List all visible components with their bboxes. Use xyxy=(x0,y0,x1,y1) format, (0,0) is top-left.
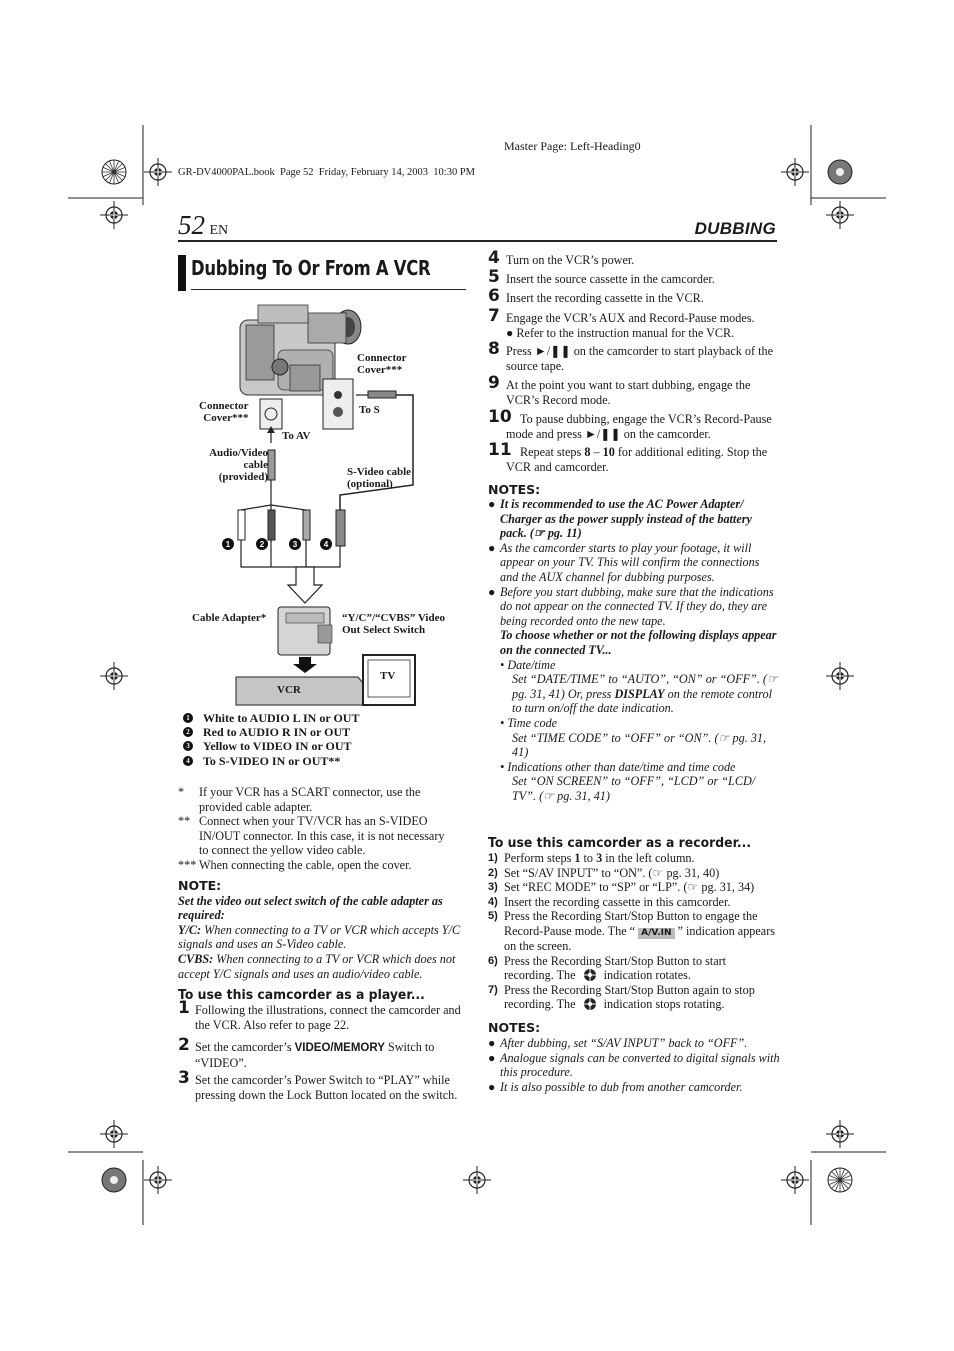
footnote-text: If your VCR has a SCART connector, use the provided cable adapter. xyxy=(199,785,421,814)
player-step-7 xyxy=(488,306,778,340)
plug-number-2: 2 xyxy=(259,540,265,549)
player-step-4 xyxy=(488,248,778,268)
label-to-av: To AV xyxy=(282,430,311,442)
rotation-indicator-icon xyxy=(579,968,601,982)
master-page-label: Master Page: Left-Heading0 xyxy=(504,139,641,153)
step-bold: VIDEO/MEMORY xyxy=(294,1042,385,1054)
notes-bottom-heading: NOTES: xyxy=(488,1020,541,1035)
note-yc xyxy=(178,923,466,952)
recorder-step-a: Perform steps xyxy=(504,851,575,865)
recorder-step-b2: 3 xyxy=(596,851,603,865)
recorder-step xyxy=(488,851,778,866)
note-text: It is also possible to dub from another camcorder. xyxy=(500,1079,743,1094)
note-choose: To choose whether or not the following displays appear on the connected TV... xyxy=(500,628,777,657)
recorder-step-text: Set “REC MODE” to “SP” or “LP”. (☞ pg. 31, 34) xyxy=(504,880,755,895)
notes-heading: NOTES: xyxy=(488,482,541,497)
note-left xyxy=(178,879,466,981)
recorder-step-num: 6) xyxy=(488,954,498,967)
note-cvbs-text: When connecting to a TV or VCR which does not accept Y/C signals and uses an audio/video cable. xyxy=(178,951,456,981)
note-item: ● It is recommended to use the AC Power Adapter/ Charger as the power supply instead of the battery pack. (☞ pg. 11) ● As the camcorder starts to play your footage, it will appear on your TV. This will confirm the connections and the AUX channel for dubbing purposes. ● Before you start dubbing, make sure that the indications do not appear on the connected TV. If they do, they are being recorded onto the new tape. To choose whether or not the following displays appear on the connected TV... • Date/time Set “DATE/TIME” to “AUTO”, “ON” or “OFF”. (☞ pg. 31, 41) Or, press DISPLAY on the remote control to turn on/off the date indication. • Time code Set “TIME CODE” to “OFF” or “ON”. (☞ pg. 31, 41) • Indications other than date/time and time code Set “ON SCREEN” to “OFF”, “LCD” or “LCD/ TV”. (☞ pg. 31, 41) xyxy=(488,497,780,803)
label-cable-adapter: Cable Adapter* xyxy=(192,612,267,624)
label-select-switch: “Y/C”/“CVBS” Video Out Select Switch xyxy=(342,612,445,636)
step-text-b: for additional editing. Stop the VCR and camcorder. xyxy=(506,445,768,474)
legend-item xyxy=(183,711,359,725)
recorder-step-num: 2) xyxy=(488,866,498,879)
page-title: Dubbing To Or From A VCR xyxy=(191,256,431,280)
note-text: As the camcorder starts to play your footage, it will appear on your TV. This will confirm the connections and the AUX channel for dubbing purposes. xyxy=(500,540,760,584)
legend-text: To S-VIDEO IN or OUT** xyxy=(203,753,341,768)
recorder-step-num: 4) xyxy=(488,895,498,908)
recorder-step xyxy=(488,909,778,953)
connection-diagram xyxy=(178,295,468,715)
legend-number: 1 xyxy=(183,713,193,723)
header-rule xyxy=(178,240,777,242)
footnotes xyxy=(178,785,453,873)
label-svideo-cable: S-Video cable (optional) xyxy=(347,466,412,490)
label-tv: TV xyxy=(380,670,396,682)
note-item: ● Analogue signals can be converted to digital signals with this procedure. xyxy=(488,1050,780,1080)
note-sub-text xyxy=(488,672,780,716)
note-item: ● It is also possible to dub from another camcorder. xyxy=(488,1079,743,1094)
step-text: At the point you want to start dubbing, engage the VCR’s Record mode. xyxy=(506,378,751,407)
note-text: Analogue signals can be converted to digital signals with this procedure. xyxy=(500,1050,780,1080)
footnote-mark: * xyxy=(178,785,185,799)
legend-item xyxy=(183,739,359,753)
recorder-step xyxy=(488,880,778,895)
recorder-steps xyxy=(488,851,778,1012)
note-sub-a: Set “DATE/TIME” to “AUTO”, “ON” or “OFF”. (☞ pg. 31, 41) Or, press xyxy=(512,672,778,701)
recorder-step-b: indication rotates. xyxy=(600,968,691,983)
step-text xyxy=(178,1035,463,1070)
recorder-step-b: ” indication appears on the screen. xyxy=(504,923,776,953)
plug-number-1: 1 xyxy=(225,540,231,549)
player-step-8 xyxy=(488,339,778,373)
step-text: Set the camcorder’s Power Switch to “PLAY” while pressing down the Lock Button located on the switch. xyxy=(195,1073,458,1102)
step-number: 11 xyxy=(488,440,512,460)
step-text: Insert the source cassette in the camcorder. xyxy=(506,272,715,286)
step-sub: ● Refer to the instruction manual for the VCR. xyxy=(506,325,735,340)
footnote xyxy=(178,785,453,814)
note-sub-title: • Time code xyxy=(500,715,558,730)
step-number: 6 xyxy=(488,286,500,306)
step-sub-text: Refer to the instruction manual for the VCR. xyxy=(516,325,735,340)
page-number-value: 52 xyxy=(178,210,205,240)
page-number xyxy=(178,210,228,241)
player-step-11 xyxy=(488,440,778,474)
cable-legend xyxy=(183,711,359,768)
note-cvbs xyxy=(178,952,466,981)
footnote-mark: ** xyxy=(178,814,191,829)
av-in-badge: A/V.IN xyxy=(638,928,674,939)
note-sub-title: • Indications other than date/time and time code xyxy=(500,759,736,774)
step-mid: – xyxy=(590,445,603,459)
player-step-2 xyxy=(178,1035,463,1070)
recorder-step-c: in the left column. xyxy=(602,851,695,865)
note-heading: NOTE: xyxy=(178,878,222,893)
note-text: It is recommended to use the AC Power Adapter/ Charger as the power supply instead of the battery pack. (☞ pg. 11) xyxy=(500,497,752,541)
legend-item xyxy=(183,725,359,739)
legend-text: White to AUDIO L IN or OUT xyxy=(203,711,360,725)
note-sub-b: on the remote control to turn on/off the date indication. xyxy=(512,686,773,716)
step-text-a: Set the camcorder’s xyxy=(195,1040,295,1054)
recorder-step xyxy=(488,983,778,1012)
recorder-step-a: Press the Recording Start/Stop Button to start recording. The xyxy=(504,953,727,983)
note-yc-text: When connecting to a TV or VCR which accepts Y/C signals and uses an S-Video cable. xyxy=(178,922,461,952)
recorder-step xyxy=(488,866,778,881)
title-bar xyxy=(178,255,186,291)
plug-number-4: 4 xyxy=(323,540,329,549)
player-heading: To use this camcorder as a player... xyxy=(178,987,425,1003)
footnote-text: When connecting the cable, open the cover. xyxy=(199,857,412,872)
note-sub-text: Set “ON SCREEN” to “OFF”, “LCD” or “LCD/ TV”. (☞ pg. 31, 41) xyxy=(512,774,756,803)
step-text: To pause dubbing, engage the VCR’s Record-Pause mode and press ►/❚❚ on the camcorder. xyxy=(506,412,772,441)
book-info-line: GR-DV4000PAL.book Page 52 Friday, February 14, 2003 10:30 PM xyxy=(178,167,476,178)
footnote xyxy=(178,814,453,858)
recorder-step xyxy=(488,895,778,910)
recorder-step-m: to xyxy=(580,851,597,865)
note-sub-text: Set “TIME CODE” to “OFF” or “ON”. (☞ pg. 31, 41) xyxy=(512,730,767,760)
player-step-9 xyxy=(488,373,778,407)
page-lang: EN xyxy=(209,223,229,238)
recorder-step-b1: 1 xyxy=(574,851,581,865)
step-text-a: Repeat steps xyxy=(520,445,585,459)
step-number: 7 xyxy=(488,306,500,326)
recorder-step-num: 7) xyxy=(488,983,498,996)
footnote-mark: *** xyxy=(178,857,197,872)
note-sub-title: • Date/time xyxy=(500,657,556,672)
label-to-s: To S xyxy=(359,404,380,416)
label-av-cable: Audio/Video cable (provided) xyxy=(209,447,268,483)
player-step-3 xyxy=(178,1068,463,1102)
step-text xyxy=(488,440,778,474)
note-item: ● After dubbing, set “S/AV INPUT” back to “OFF”. xyxy=(488,1036,748,1050)
legend-number: 4 xyxy=(183,756,193,766)
recorder-step-text: Insert the recording cassette in this camcorder. xyxy=(504,894,731,909)
recorder-step-num: 3) xyxy=(488,881,498,894)
step-text: Following the illustrations, connect the camcorder and the VCR. Also refer to page 22. xyxy=(195,1003,461,1032)
recorder-step-a: Press the Recording Start/Stop Button again to stop recording. The xyxy=(504,982,755,1012)
step-number: 5 xyxy=(488,267,500,287)
footnote xyxy=(178,858,453,873)
player-step-1 xyxy=(178,998,463,1032)
note-text: Before you start dubbing, make sure that the indications do not appear on the connected TV. If they do, they are being recorded onto the new tape. xyxy=(500,584,774,628)
step-number: 2 xyxy=(178,1035,190,1055)
step-text: Engage the VCR’s AUX and Record-Pause modes. xyxy=(506,311,755,325)
recorder-heading: To use this camcorder as a recorder... xyxy=(488,835,752,851)
legend-number: 2 xyxy=(183,727,193,737)
note-text: After dubbing, set “S/AV INPUT” back to “OFF”. xyxy=(500,1036,748,1050)
step-bold-1: 8 xyxy=(584,445,591,459)
title-rule xyxy=(191,289,466,290)
player-step-10 xyxy=(488,407,778,441)
legend-number: 3 xyxy=(183,741,193,751)
step-text-b: Switch to “VIDEO”. xyxy=(195,1040,435,1070)
note-sub-bold: DISPLAY xyxy=(614,686,665,701)
label-connector-cover-left: Connector Cover*** xyxy=(199,400,249,424)
notes-bottom-list xyxy=(488,1036,780,1094)
player-step-5 xyxy=(488,267,778,287)
label-connector-cover-right: Connector Cover*** xyxy=(357,352,407,376)
step-number: 8 xyxy=(488,339,500,359)
step-text: Insert the recording cassette in the VCR. xyxy=(506,291,704,305)
note-bold-line: Set the video out select switch of the cable adapter as required: xyxy=(178,893,443,923)
note-cvbs-label: CVBS: xyxy=(178,951,214,966)
legend-item xyxy=(183,754,359,768)
note-yc-label: Y/C: xyxy=(178,922,202,937)
step-number: 9 xyxy=(488,373,500,393)
recorder-step-a: Press the Recording Start/Stop Button to engage the Record-Pause mode. The “ xyxy=(504,909,758,938)
player-step-6 xyxy=(488,286,778,306)
footnote-text: Connect when your TV/VCR has an S-VIDEO IN/OUT connector. In this case, it is not necessary to connect the yellow video cable. xyxy=(199,814,445,858)
legend-text: Yellow to VIDEO IN or OUT xyxy=(203,739,352,754)
label-vcr: VCR xyxy=(277,684,301,696)
step-text: Press ►/❚❚ on the camcorder to start playback of the source tape. xyxy=(506,344,774,373)
step-number: 3 xyxy=(178,1068,190,1088)
section-title: DUBBING xyxy=(694,219,776,238)
step-number: 10 xyxy=(488,407,512,427)
recorder-step-num: 5) xyxy=(488,910,498,923)
recorder-step-num: 1) xyxy=(488,852,498,864)
step-text: Turn on the VCR’s power. xyxy=(506,253,635,267)
plug-number-3: 3 xyxy=(292,540,298,549)
step-number: 1 xyxy=(178,998,190,1018)
rotation-indicator-icon xyxy=(579,997,601,1011)
legend-text: Red to AUDIO R IN or OUT xyxy=(203,725,351,740)
recorder-step xyxy=(488,954,778,983)
recorder-step-b: indication stops rotating. xyxy=(600,997,725,1012)
step-number: 4 xyxy=(488,248,500,268)
recorder-step-text: Set “S/AV INPUT” to “ON”. (☞ pg. 31, 40) xyxy=(504,865,720,880)
step-bold-2: 10 xyxy=(602,445,615,459)
